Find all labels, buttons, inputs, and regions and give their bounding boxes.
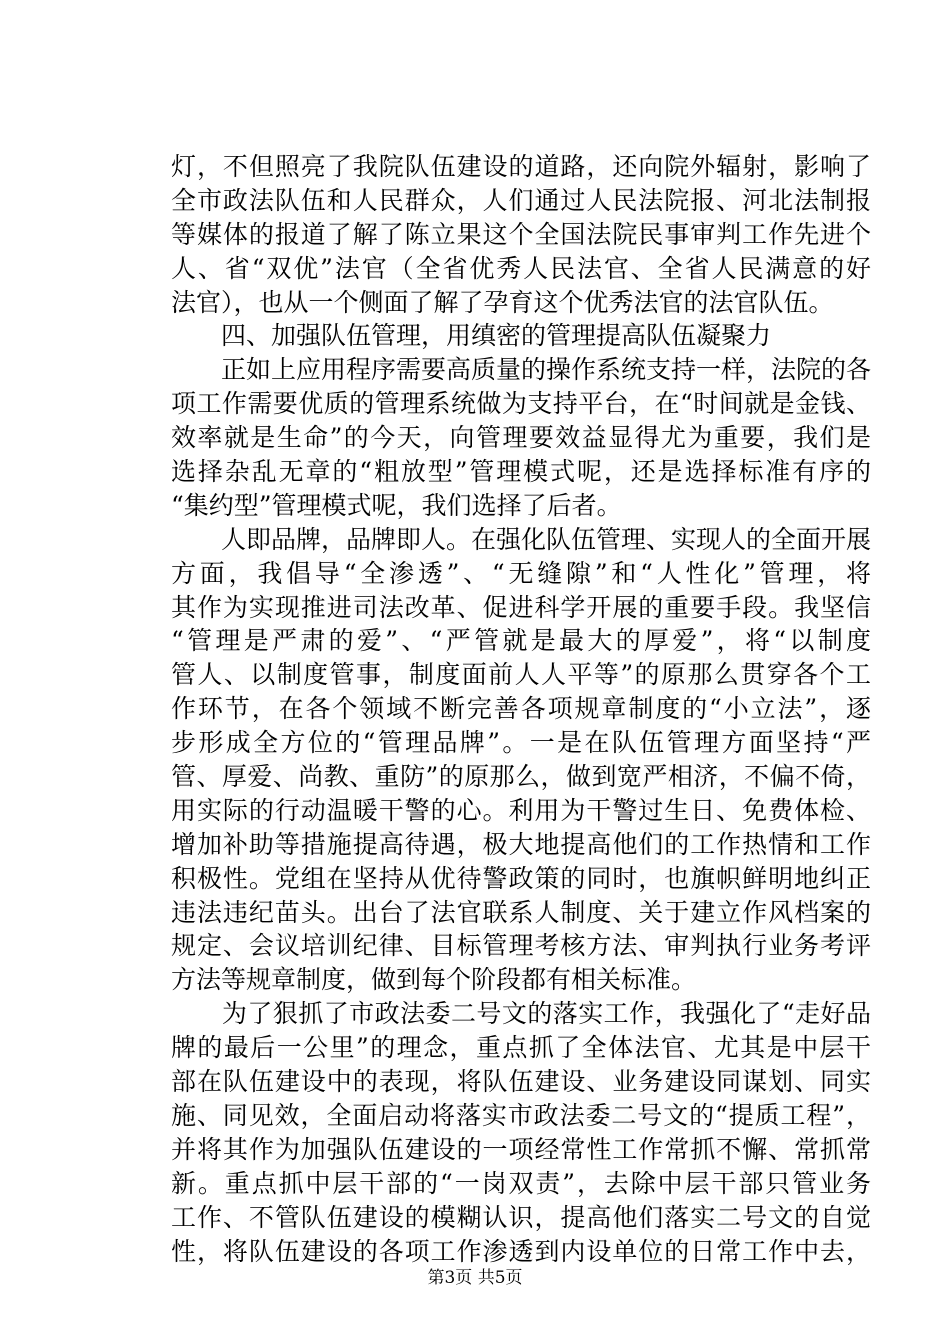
text-line: 步形成全方位的“管理品牌”。一是在队伍管理方面坚持“严 [171, 728, 871, 758]
text-line: 性，将队伍建设的各项工作渗透到内设单位的日常工作中去， [171, 1236, 871, 1266]
text-line: 工作、不管队伍建设的模糊认识，提高他们落实二号文的自觉 [171, 1202, 871, 1232]
text-line: 新。重点抓中层干部的“一岗双责”，去除中层干部只管业务 [171, 1168, 871, 1198]
text-line: 作环节，在各个领域不断完善各项规章制度的“小立法”，逐 [171, 694, 871, 724]
text-line: 灯，不但照亮了我院队伍建设的道路，还向院外辐射，影响了 [171, 152, 871, 181]
text-line: 积极性。党组在坚持从优待警政策的同时，也旗帜鲜明地纠正 [171, 863, 871, 893]
text-line: 部在队伍建设中的表现，将队伍建设、业务建设同谋划、同实 [171, 1067, 871, 1097]
text-line: 为了狠抓了市政法委二号文的落实工作，我强化了“走好品 [171, 999, 871, 1029]
text-line: 选择杂乱无章的“粗放型”管理模式呢，还是选择标准有序的 [171, 457, 871, 487]
page-footer: 第3页 共5页 [427, 1268, 523, 1288]
text-line: 牌的最后一公里”的理念，重点抓了全体法官、尤其是中层干 [171, 1033, 871, 1063]
text-line: 项工作需要优质的管理系统做为支持平台，在“时间就是金钱、 [171, 389, 871, 419]
text-line: 管人、以制度管事，制度面前人人平等”的原那么贯穿各个工 [171, 660, 871, 690]
text-line: 违法违纪苗头。出台了法官联系人制度、关于建立作风档案的 [171, 897, 871, 927]
text-line: 施、同见效，全面启动将落实市政法委二号文的“提质工程”， [171, 1100, 871, 1130]
text-line: “集约型”管理模式呢，我们选择了后者。 [171, 490, 622, 520]
text-line: 法官），也从一个侧面了解了孕育这个优秀法官的法官队伍。 [171, 287, 834, 317]
text-line: 等媒体的报道了解了陈立果这个全国法院民事审判工作先进个 [171, 219, 871, 249]
text-line: 其作为实现推进司法改革、促进科学开展的重要手段。我坚信 [171, 592, 871, 622]
text-line: 用实际的行动温暖干警的心。利用为干警过生日、免费体检、 [171, 795, 871, 825]
text-line: 效率就是生命”的今天，向管理要效益显得尤为重要，我们是 [171, 423, 871, 453]
text-line: 并将其作为加强队伍建设的一项经常性工作常抓不懈、常抓常 [171, 1134, 871, 1164]
text-line: 方面，我倡导“全渗透”、“无缝隙”和“人性化”管理，将 [171, 558, 871, 588]
text-line: 正如上应用程序需要高质量的操作系统支持一样，法院的各 [171, 355, 872, 385]
text-line: 增加补助等措施提高待遇，极大地提高他们的工作热情和工作 [171, 829, 871, 859]
text-line: 人即品牌，品牌即人。在强化队伍管理、实现人的全面开展 [171, 524, 872, 554]
text-line: “管理是严肃的爱”、“严管就是最大的厚爱”，将“以制度 [171, 626, 871, 656]
text-line: 方法等规章制度，做到每个阶段都有相关标准。 [171, 965, 697, 995]
text-line: 四、加强队伍管理，用缜密的管理提高队伍凝聚力 [171, 321, 772, 351]
text-line: 规定、会议培训纪律、目标管理考核方法、审判执行业务考评 [171, 931, 871, 961]
document-body [171, 150, 871, 1268]
text-line: 管、厚爱、尚教、重防”的原那么，做到宽严相济，不偏不倚， [171, 762, 871, 792]
text-line: 人、省“双优”法官（全省优秀人民法官、全省人民满意的好 [171, 253, 871, 283]
text-line: 全市政法队伍和人民群众，人们通过人民法院报、河北法制报 [171, 185, 871, 215]
